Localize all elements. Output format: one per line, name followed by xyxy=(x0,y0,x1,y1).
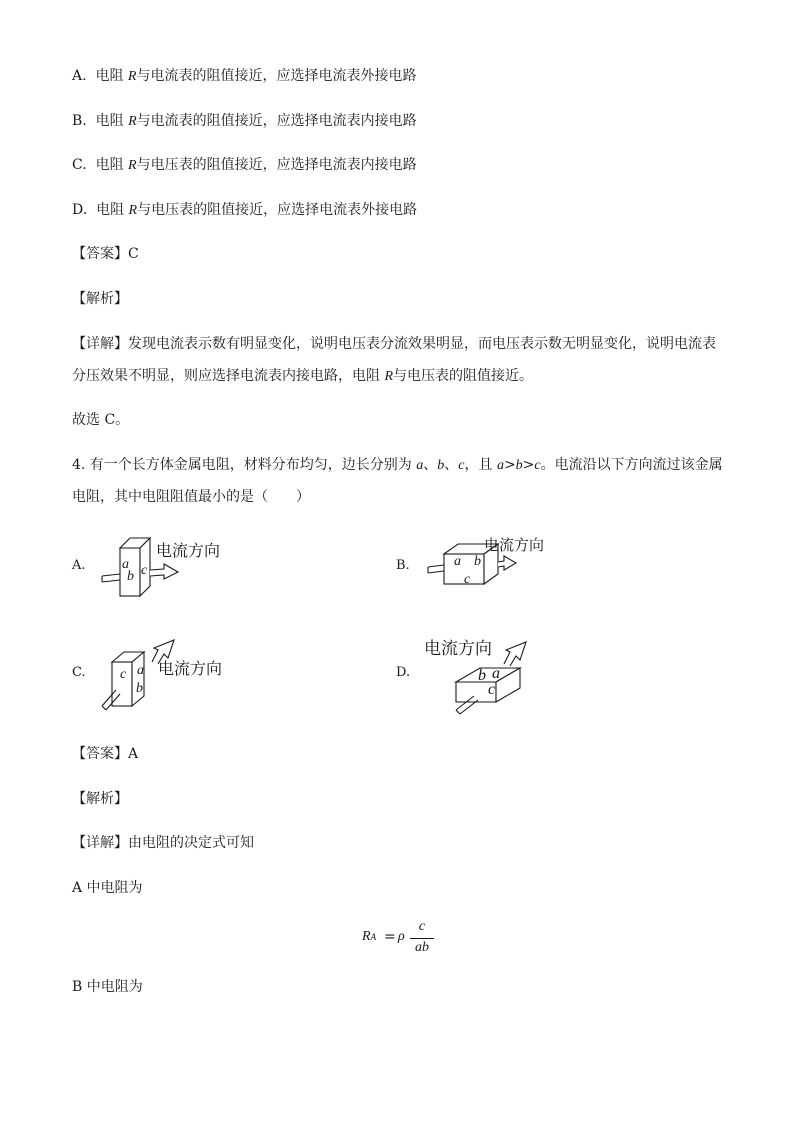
figure-option-c xyxy=(96,636,246,712)
fig-b-letter-c: c xyxy=(464,572,471,587)
q3-option-d: D. 电阻 R与电压表的阻值接近，应选择电流表外接电路 xyxy=(72,202,418,218)
fig-d-letter-c: c xyxy=(488,681,496,698)
q3-option-c: C. 电阻 R与电压表的阻值接近，应选择电流表内接电路 xyxy=(72,157,417,173)
arrow-head xyxy=(498,556,516,570)
q4-detail: 【详解】由电阻的决定式可知 xyxy=(72,835,254,851)
fig-a-letter-c: c xyxy=(141,563,148,578)
q4-option-b-label: B. xyxy=(396,558,410,573)
fig-a-letter-b: b xyxy=(127,569,134,584)
arrow-tail-end xyxy=(102,706,106,710)
q3-option-a: A. 电阻 R与电流表的阻值接近，应选择电流表外接电路 xyxy=(72,68,417,84)
q4-option-a-label: A. xyxy=(72,558,86,573)
q4-a-intro: A 中电阻为 xyxy=(72,880,143,896)
figure-option-a xyxy=(96,534,246,602)
figure-option-b xyxy=(424,534,564,594)
fig-b-letter-a: a xyxy=(454,554,461,569)
fig-d-caption: 电流方向 xyxy=(424,639,492,659)
fig-d-letter-b: b xyxy=(478,667,486,684)
fig-c-letter-b: b xyxy=(136,681,143,696)
q3-detail-line2: 分压效果不明显，则应选择电流表内接电路，电阻 R与电压表的阻值接近。 xyxy=(72,368,534,384)
q4-option-c-label: C. xyxy=(72,665,86,680)
block-side-face xyxy=(132,652,144,706)
fig-a-caption: 电流方向 xyxy=(156,541,221,560)
arrow-tail-lower xyxy=(428,571,444,573)
fig-c-caption: 电流方向 xyxy=(158,659,223,678)
arrow-tail-upper xyxy=(428,565,444,567)
arrow-tail-upper xyxy=(102,574,120,576)
fig-b-letter-b: b xyxy=(474,554,481,569)
fig-a-letter-a: a xyxy=(122,557,129,572)
q3-analysis-heading: 【解析】 xyxy=(72,291,128,307)
arrow-head xyxy=(150,564,178,579)
arrow-tail-end xyxy=(456,710,460,714)
q4-analysis-heading: 【解析】 xyxy=(72,791,128,807)
q4-b-intro: B 中电阻为 xyxy=(72,979,143,995)
q3-answer: 【答案】C xyxy=(72,246,139,262)
fig-d-letter-a: a xyxy=(492,665,500,682)
q4-stem-line1: 4. 有一个长方体金属电阻，材料分布均匀，边长分别为 a、b、c，且 a>b>c。电流沿以下方向流过该金属 xyxy=(72,457,723,473)
figure-option-d xyxy=(420,632,570,716)
arrow-head xyxy=(504,642,526,666)
fig-b-caption: 电流方向 xyxy=(484,536,545,554)
q3-detail-line1: 【详解】发现电流表示数有明显变化，说明电压表分流效果明显，而电压表示数无明显变化，说明电流表 xyxy=(72,336,716,352)
q3-conclusion: 故选 C。 xyxy=(72,412,130,428)
q4-stem-line2: 电阻，其中电阻阻值最小的是（ ） xyxy=(72,489,310,505)
q4-option-d-label: D. xyxy=(396,665,411,680)
q3-option-b: B. 电阻 R与电流表的阻值接近，应选择电流表内接电路 xyxy=(72,113,417,129)
arrow-tail-lower xyxy=(102,580,120,582)
q4-answer: 【答案】A xyxy=(72,746,139,762)
fraction-bar xyxy=(410,938,434,939)
fig-c-letter-a: a xyxy=(137,663,144,678)
fig-c-letter-c: c xyxy=(120,667,127,682)
